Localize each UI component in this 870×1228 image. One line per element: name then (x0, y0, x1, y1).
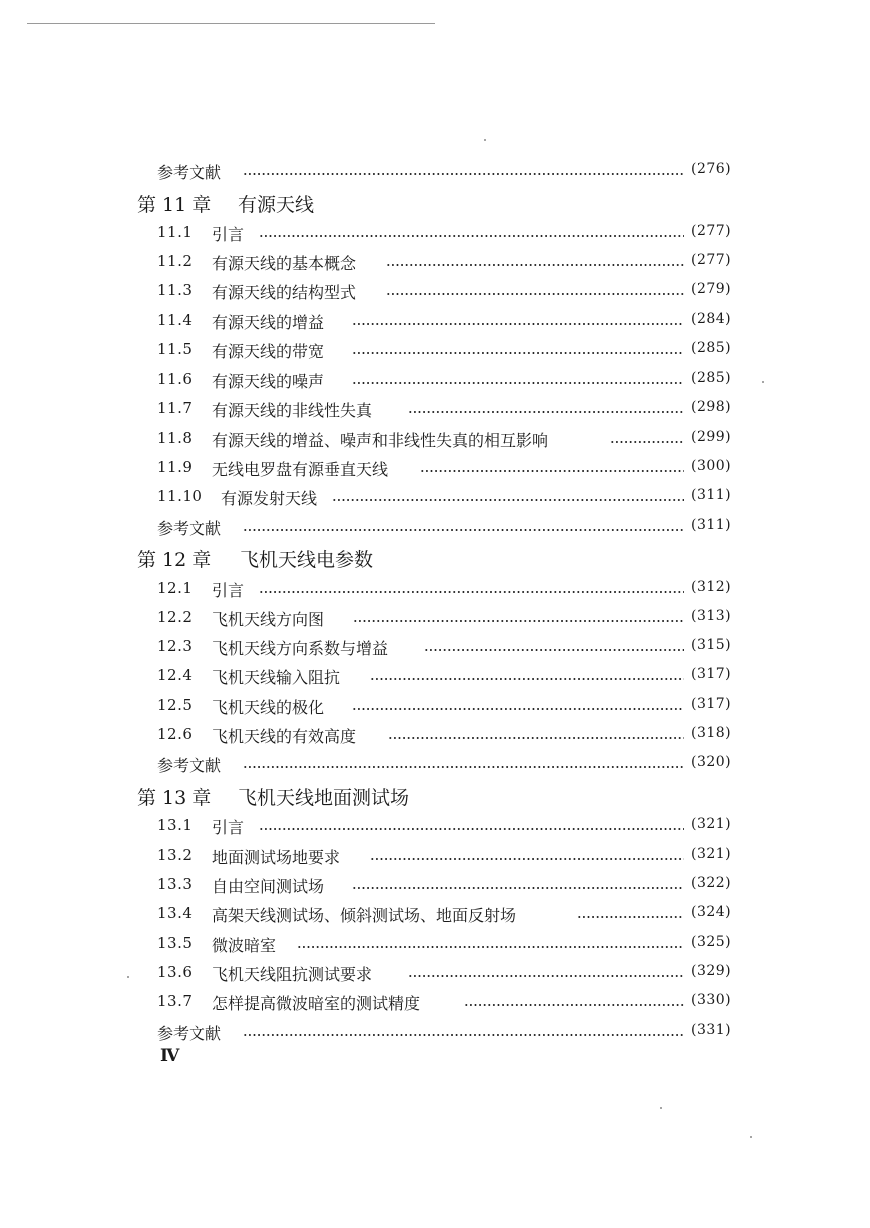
chapter-title: 飞机天线地面测试场 (238, 787, 410, 809)
toc-page-number: (318) (691, 725, 732, 741)
toc-section (0, 871, 870, 899)
dot-leader (297, 946, 684, 948)
section-title: 有源天线的非线性失真 (212, 401, 373, 420)
section-title: 飞机天线的有效高度 (212, 727, 357, 746)
dot-leader (259, 591, 684, 593)
dot-leader (386, 264, 684, 266)
section-number: 11.10 (157, 487, 203, 505)
scan-speck (750, 1136, 752, 1138)
section-number: 13.4 (157, 904, 193, 922)
toc-page-number: (317) (691, 666, 732, 682)
dot-leader (420, 470, 684, 472)
section-title: 飞机天线的极化 (212, 698, 325, 717)
toc-entry-title: 参考文献 (157, 756, 222, 775)
toc-page-number: (277) (691, 252, 732, 268)
section-number: 11.3 (157, 281, 193, 299)
toc-page-number: (317) (691, 696, 732, 712)
section-number: 12.5 (157, 696, 193, 714)
toc-section (0, 662, 870, 690)
section-title: 有源天线的增益、噪声和非线性失真的相互影响 (212, 431, 549, 450)
dot-leader (332, 499, 684, 501)
toc-page-number: (300) (691, 458, 732, 474)
chapter-heading (0, 780, 870, 812)
toc-section (0, 812, 870, 840)
section-title: 引言 (212, 225, 245, 244)
toc-page-number: (311) (691, 517, 732, 533)
chapter-label: 第 13 章 (137, 787, 212, 809)
toc-section (0, 366, 870, 394)
section-title: 有源天线的结构型式 (212, 283, 357, 302)
page-folio: Ⅳ (160, 1046, 180, 1066)
toc-page-number: (298) (691, 399, 732, 415)
section-title: 高架天线测试场、倾斜测试场、地面反射场 (212, 906, 517, 925)
chapter-title: 有源天线 (238, 194, 315, 216)
dot-leader (577, 916, 684, 918)
section-number: 13.6 (157, 963, 193, 981)
toc-section (0, 959, 870, 987)
section-number: 11.5 (157, 340, 193, 358)
section-title: 怎样提高微波暗室的测试精度 (212, 994, 421, 1013)
dot-leader (464, 1004, 684, 1006)
dot-leader (370, 858, 684, 860)
toc-references (0, 157, 870, 185)
section-title: 飞机天线输入阻抗 (212, 668, 341, 687)
section-number: 11.8 (157, 429, 193, 447)
section-number: 12.4 (157, 666, 193, 684)
toc-section (0, 248, 870, 276)
toc-page-number: (276) (691, 161, 732, 177)
section-number: 11.4 (157, 311, 193, 329)
toc-section (0, 483, 870, 511)
toc-section (0, 604, 870, 632)
dot-leader (352, 887, 684, 889)
section-number: 11.9 (157, 458, 193, 476)
dot-leader (259, 828, 684, 830)
section-number: 12.2 (157, 608, 193, 626)
toc-entry-title: 参考文献 (157, 519, 222, 538)
section-number: 13.1 (157, 816, 193, 834)
toc-page-number: (299) (691, 429, 732, 445)
section-title: 无线电罗盘有源垂直天线 (212, 460, 389, 479)
dot-leader (243, 1034, 684, 1036)
toc-section (0, 988, 870, 1016)
toc-page-number: (311) (691, 487, 732, 503)
dot-leader (424, 649, 684, 651)
section-number: 13.2 (157, 846, 193, 864)
section-number: 13.3 (157, 875, 193, 893)
toc-page-number: (331) (691, 1022, 732, 1038)
toc-section (0, 219, 870, 247)
section-title: 有源天线的带宽 (212, 342, 325, 361)
toc-page-number: (322) (691, 875, 732, 891)
dot-leader (352, 323, 684, 325)
section-number: 11.6 (157, 370, 193, 388)
toc-section (0, 721, 870, 749)
section-number: 11.2 (157, 252, 193, 270)
dot-leader (388, 737, 684, 739)
section-number: 12.6 (157, 725, 193, 743)
toc-references (0, 1018, 870, 1046)
dot-leader (352, 708, 684, 710)
toc-page-number: (325) (691, 934, 732, 950)
dot-leader (259, 235, 684, 237)
toc-section (0, 575, 870, 603)
toc-section (0, 277, 870, 305)
chapter-heading (0, 542, 870, 574)
dot-leader (610, 441, 684, 443)
dot-leader (352, 382, 684, 384)
toc-section (0, 307, 870, 335)
section-number: 12.1 (157, 579, 193, 597)
chapter-label: 第 11 章 (137, 194, 212, 216)
header-rule (27, 23, 435, 24)
dot-leader (408, 975, 684, 977)
section-title: 微波暗室 (212, 936, 277, 955)
toc-section (0, 425, 870, 453)
section-title: 有源天线的噪声 (212, 372, 325, 391)
dot-leader (243, 529, 684, 531)
scan-speck (127, 976, 129, 978)
dot-leader (243, 766, 684, 768)
toc-section (0, 395, 870, 423)
section-title: 自由空间测试场 (212, 877, 325, 896)
scan-speck (762, 381, 764, 383)
toc-references (0, 750, 870, 778)
toc-page-number: (312) (691, 579, 732, 595)
chapter-title: 飞机天线电参数 (240, 549, 374, 571)
section-title: 引言 (212, 581, 245, 600)
section-title: 地面测试场地要求 (212, 848, 341, 867)
dot-leader (408, 411, 684, 413)
section-title: 有源天线的增益 (212, 313, 325, 332)
toc-page-number: (285) (691, 340, 732, 356)
toc-section (0, 454, 870, 482)
toc-section (0, 633, 870, 661)
toc-page-number: (321) (691, 846, 732, 862)
toc-page-number: (277) (691, 223, 732, 239)
chapter-label: 第 12 章 (137, 549, 212, 571)
dot-leader (243, 173, 684, 175)
dot-leader (353, 620, 684, 622)
toc-references (0, 513, 870, 541)
toc-page-number: (285) (691, 370, 732, 386)
toc-page-number: (320) (691, 754, 732, 770)
dot-leader (352, 352, 684, 354)
section-title: 有源天线的基本概念 (212, 254, 357, 273)
toc-page-number: (284) (691, 311, 732, 327)
section-number: 12.3 (157, 637, 193, 655)
toc-entry-title: 参考文献 (157, 163, 222, 182)
toc-section (0, 930, 870, 958)
section-title: 飞机天线方向系数与增益 (212, 639, 389, 658)
toc-entry-title: 参考文献 (157, 1024, 222, 1043)
toc-section (0, 900, 870, 928)
toc-section (0, 842, 870, 870)
section-title: 飞机天线方向图 (212, 610, 325, 629)
toc-section (0, 692, 870, 720)
dot-leader (386, 293, 684, 295)
dot-leader (370, 678, 684, 680)
scan-speck (484, 139, 486, 141)
toc-page-number: (324) (691, 904, 732, 920)
section-title: 飞机天线阻抗测试要求 (212, 965, 373, 984)
section-number: 11.7 (157, 399, 193, 417)
section-number: 13.5 (157, 934, 193, 952)
toc-page-number: (279) (691, 281, 732, 297)
toc-section (0, 336, 870, 364)
toc-page-number: (329) (691, 963, 732, 979)
toc-page-number: (330) (691, 992, 732, 1008)
toc-page-number: (321) (691, 816, 732, 832)
toc-page-number: (315) (691, 637, 732, 653)
section-number: 11.1 (157, 223, 193, 241)
chapter-heading (0, 187, 870, 219)
scan-speck (660, 1107, 662, 1109)
section-number: 13.7 (157, 992, 193, 1010)
section-title: 引言 (212, 818, 245, 837)
section-title: 有源发射天线 (221, 489, 318, 508)
toc-page-number: (313) (691, 608, 732, 624)
